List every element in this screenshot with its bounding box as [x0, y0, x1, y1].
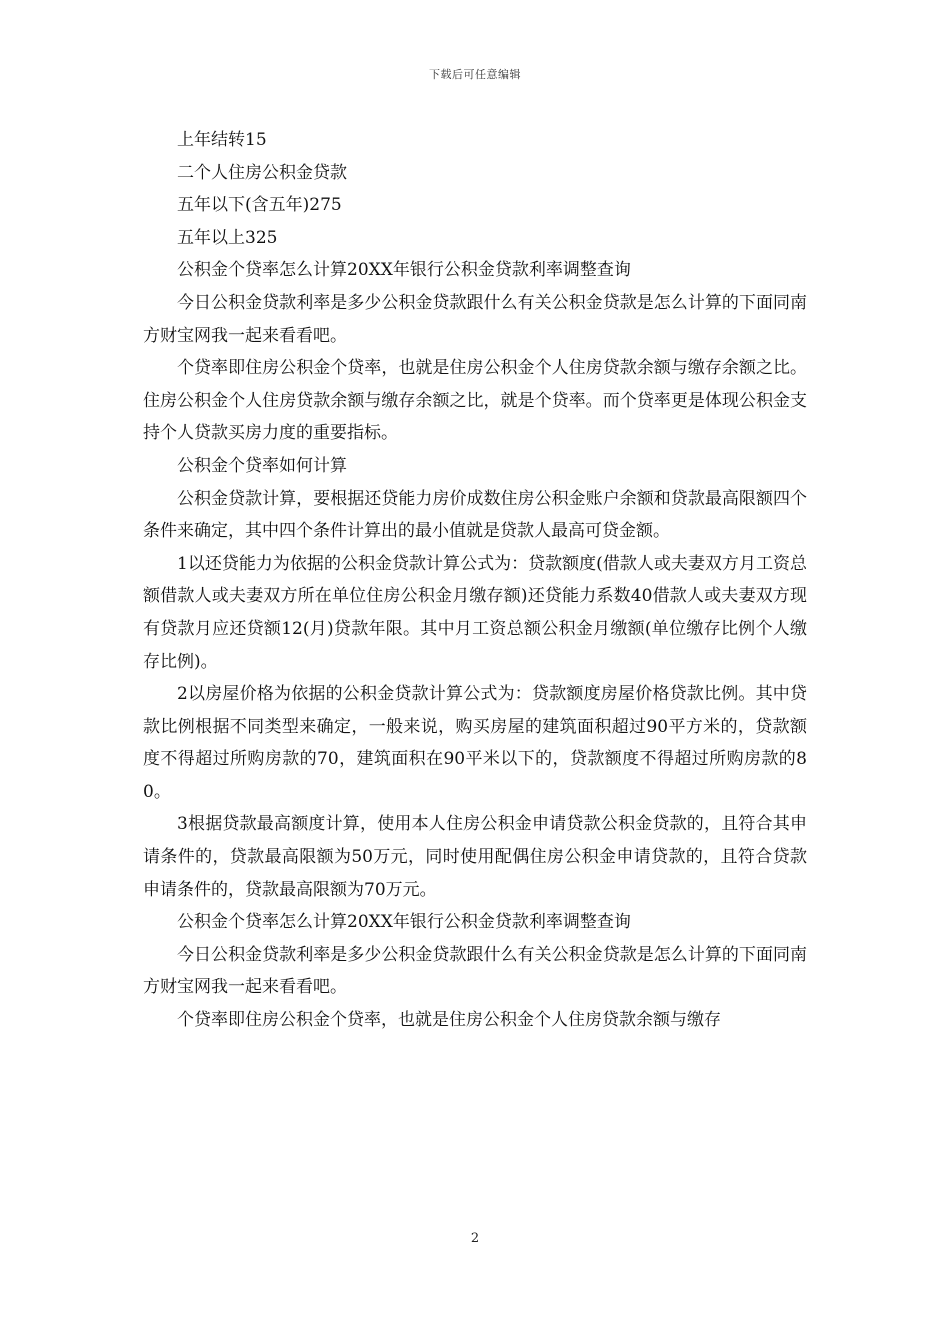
paragraph: 公积金贷款计算，要根据还贷能力房价成数住房公积金账户余额和贷款最高限额四个条件来确定，其中四个条件计算出的最小值就是贷款人最高可贷金额。 — [143, 488, 807, 542]
paragraph: 今日公积金贷款利率是多少公积金贷款跟什么有关公积金贷款是怎么计算的下面同南方财宝网我一起来看看吧。 — [143, 944, 807, 998]
paragraph: 五年以下(含五年)275 — [177, 195, 342, 216]
section-heading: 公积金个贷率如何计算 — [177, 455, 347, 476]
page-number: 2 — [470, 1231, 480, 1246]
section-heading: 公积金个贷率怎么计算20XX年银行公积金贷款利率调整查询 — [177, 260, 631, 281]
paragraph: 今日公积金贷款利率是多少公积金贷款跟什么有关公积金贷款是怎么计算的下面同南方财宝网我一起来看看吧。 — [143, 292, 807, 346]
section-heading: 公积金个贷率怎么计算20XX年银行公积金贷款利率调整查询 — [177, 912, 631, 933]
paragraph: 上年结转15 — [177, 130, 267, 150]
paragraph: 3根据贷款最高额度计算，使用本人住房公积金申请贷款公积金贷款的，且符合其申请条件的，贷款最高限额为50万元，同时使用配偶住房公积金申请贷款的，且符合贷款申请条件的，贷款最高限额为70万元。 — [143, 814, 807, 900]
paragraph: 2以房屋价格为依据的公积金贷款计算公式为：贷款额度房屋价格贷款比例。其中贷款比例根据不同类型来确定，一般来说，购买房屋的建筑面积超过90平方米的，贷款额度不得超过所购房款的70，建筑面积在90平米以下的，贷款额度不得超过所购房款的80。 — [143, 684, 807, 802]
paragraph: 个贷率即住房公积金个贷率，也就是住房公积金个人住房贷款余额与缴存 — [177, 1010, 721, 1031]
paragraph: 个贷率即住房公积金个贷率，也就是住房公积金个人住房贷款余额与缴存余额之比。住房公积金个人住房贷款余额与缴存余额之比，就是个贷率。而个贷率更是体现公积金支持个人贷款买房力度的重要指标。 — [143, 358, 807, 444]
page-header: 下载后可任意编辑 — [429, 68, 521, 81]
paragraph: 1以还贷能力为依据的公积金贷款计算公式为：贷款额度(借款人或夫妻双方月工资总额借款人或夫妻双方所在单位住房公积金月缴存额)还贷能力系数40借款人或夫妻双方现有贷款月应还贷额12(月)贷款年限。其中月工资总额公积金月缴额(单位缴存比例个人缴存比例)。 — [143, 553, 807, 672]
paragraph: 二个人住房公积金贷款 — [177, 162, 347, 183]
document-body — [143, 124, 807, 1037]
paragraph: 五年以上325 — [177, 227, 278, 248]
